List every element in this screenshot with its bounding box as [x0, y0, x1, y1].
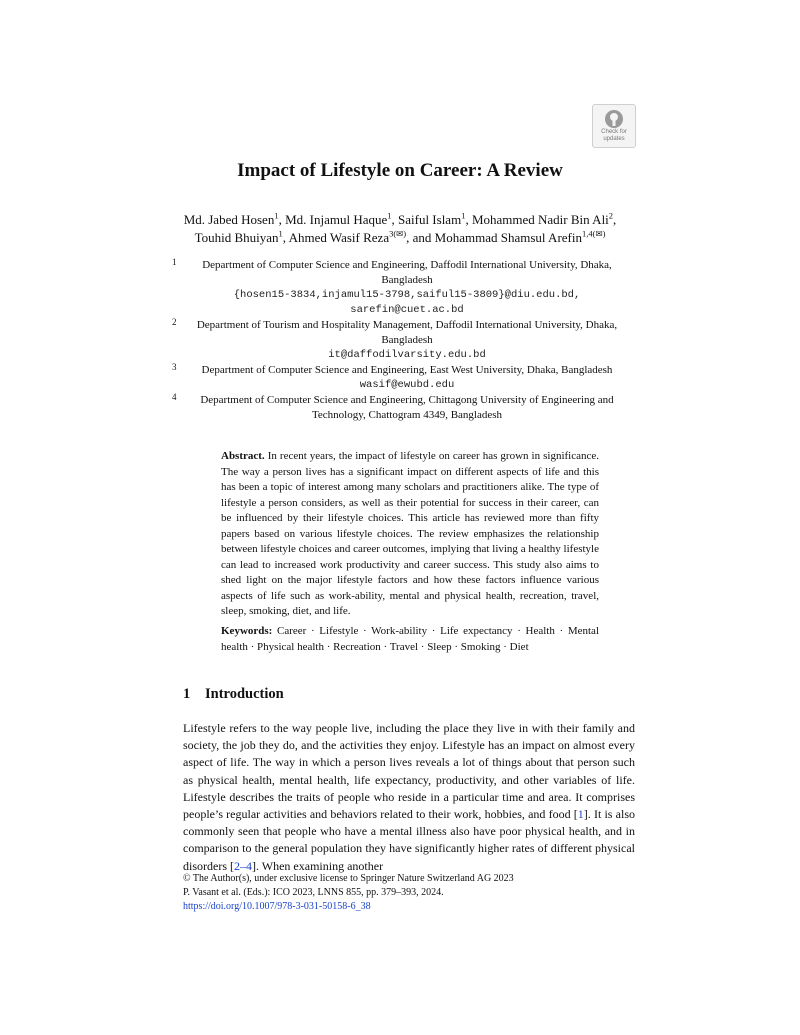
- section-heading: [183, 686, 284, 703]
- affiliation-item: [172, 393, 632, 423]
- affiliation-item: [172, 258, 632, 318]
- author-name: Ahmed Wasif Reza: [288, 230, 390, 245]
- keywords-text: Career · Lifestyle · Work-ability · Life expectancy · Health · Mental health · Physical health · Recreation · Travel · Sleep · Smoking · Diet: [221, 625, 600, 653]
- copyright-line: © The Author(s), under exclusive license to Springer Nature Switzerland AG 2023: [183, 873, 514, 884]
- author-affiliation-mark: 1: [274, 210, 279, 221]
- abstract-text: In recent years, the impact of lifestyle on career has grown in significance. The way a person lives has a significant impact on different aspects of life and this has been a topic of interest among many scholars and practitioners alike. The type of lifestyle a person considers, as well as their potential for success in their career, can be influenced by their lifestyle choices. This article has reviewed more than fifty papers based on various lifestyle choices. The review emphasizes the relationship between lifestyle choices and career outcomes, implying that living a healthy lifestyle can lead to increased work productivity and career success. This study also aims to shed light on the major lifestyle factors and how these factors influence various aspects of life such as work-ability, mental and physical health, recreation, travel, sleep, smoking, diet, and life.: [221, 450, 600, 617]
- affiliation-number: 1: [172, 257, 177, 267]
- affiliation-email[interactable]: sarefin@cuet.ac.bd: [350, 304, 464, 316]
- author-affiliation-mark: 1: [461, 210, 466, 221]
- footer: [183, 872, 643, 914]
- author-name: Md. Injamul Haque: [285, 212, 388, 227]
- section-title: Introduction: [205, 686, 284, 702]
- body-text: Lifestyle refers to the way people live, including the place they live in with their family and society, the job they do, and the activities they enjoy. Lifestyle has an impact on almost every aspect of life. The way in which a person lives reveals a lot of things about that person such as physical health, mental health, life expectancy, productivity, and other variables of life. Lifestyle describes the traits of people who reside in a particular time and area. It comprises people’s regular activities and behaviors related to their work, hobbies, and food [: [183, 721, 635, 822]
- citation-link[interactable]: 2–4: [234, 858, 252, 873]
- affiliation-number: 4: [172, 392, 177, 402]
- author-conjunction: and: [412, 230, 432, 245]
- body-paragraph: [183, 720, 635, 875]
- affiliation-email[interactable]: it@daffodilvarsity.edu.bd: [328, 349, 486, 361]
- author-affiliation-mark: 1,4(✉): [582, 228, 606, 239]
- keywords: [221, 624, 599, 655]
- author-affiliation-mark: 1: [278, 228, 283, 239]
- paper-title: Impact of Lifestyle on Career: A Review: [237, 160, 563, 181]
- affiliation-email[interactable]: {hosen15-3834,injamul15-3798,saiful15-3809}@diu.edu.bd,: [233, 289, 581, 301]
- author-affiliation-mark: 2: [608, 210, 614, 221]
- affiliation-department: Department of Computer Science and Engineering, Daffodil International University, Dhaka, Bangladesh: [202, 259, 612, 286]
- body-text: ]. It is also commonly seen that people who have a mental illness also have poor physical health, and in comparison to the general population they have significantly higher rates of different physical disorders [: [183, 807, 635, 873]
- section-number: 1: [183, 686, 191, 702]
- check-for-updates-icon: [604, 109, 624, 129]
- check-for-updates-badge[interactable]: [592, 104, 636, 148]
- badge-label-line1: Check for: [601, 129, 627, 135]
- abstract-label: Abstract.: [221, 450, 265, 462]
- author-name: Touhid Bhuiyan: [194, 230, 279, 245]
- affiliation-department: Department of Tourism and Hospitality Management, Daffodil International University, Dhaka, Bangladesh: [196, 319, 618, 346]
- author-name: Saiful Islam: [398, 212, 462, 227]
- author-name: Md. Jabed Hosen: [183, 212, 275, 227]
- author-affiliation-mark: 1: [387, 210, 392, 221]
- keywords-label: Keywords:: [221, 625, 273, 637]
- affiliation-department: Department of Computer Science and Engineering, East West University, Dhaka, Bangladesh: [201, 364, 613, 376]
- author-name: Mohammed Nadir Bin Ali: [471, 212, 609, 227]
- body-text: ]. When examining another: [252, 858, 384, 873]
- author-list: Md. Jabed Hosen$^1$, Md. Injamul Haque$^1$, Saiful Islam$^1$, Mohammed Nadir Bin Ali$^2$, Touhid Bhuiyan$^1$, Ahmed Wasif Reza$^{3(✉)}$, and Mohammad Shamsul Arefin$^{1,4(✉)}$: [183, 210, 617, 245]
- proceedings-line: P. Vasant et al. (Eds.): ICO 2023, LNNS 855, pp. 379–393, 2024.: [183, 887, 444, 898]
- author-affiliation-mark: 3(✉): [389, 228, 407, 239]
- affiliation-number: 2: [172, 317, 177, 327]
- author-name: Mohammad Shamsul Arefin: [434, 230, 582, 245]
- abstract: [221, 449, 599, 620]
- doi-link[interactable]: https://doi.org/10.1007/978-3-031-50158-6_38: [183, 901, 371, 912]
- affiliation-list: [172, 258, 632, 423]
- affiliation-item: [172, 363, 632, 393]
- citation-link[interactable]: 1: [577, 807, 584, 822]
- affiliation-email[interactable]: wasif@ewubd.edu: [359, 379, 455, 391]
- affiliation-department: Department of Computer Science and Engineering, Chittagong University of Engineering and Technology, Chattogram 4349, Bangladesh: [200, 394, 614, 421]
- affiliation-item: [172, 318, 632, 363]
- affiliation-number: 3: [172, 362, 177, 372]
- badge-label-line2: updates: [603, 136, 625, 142]
